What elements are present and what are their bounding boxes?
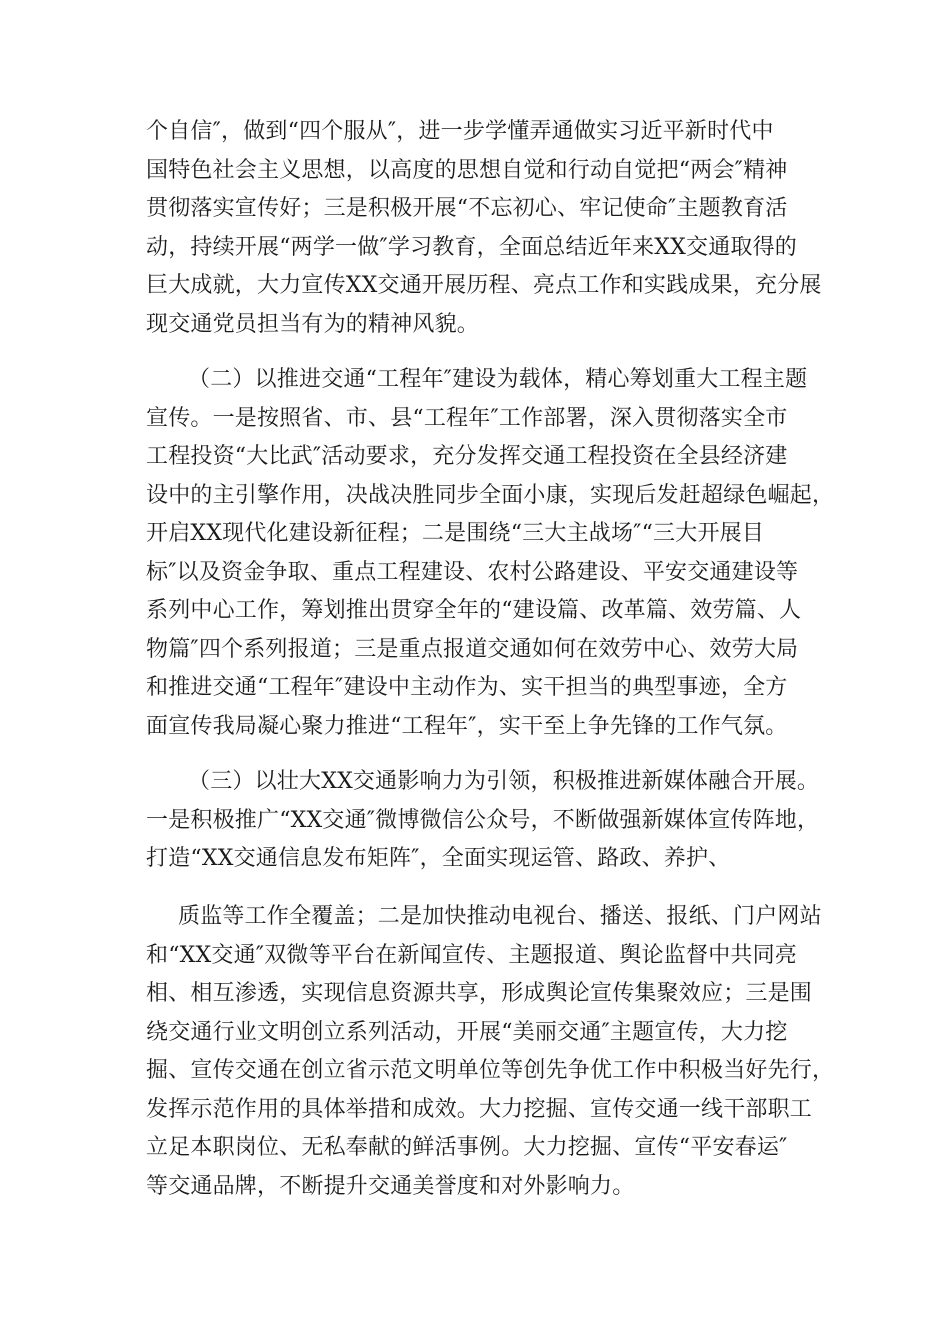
text-line: 相、相互渗透，实现信息资源共享，形成舆论宣传集聚效应；三是围 xyxy=(146,981,813,1006)
text-line: 现交通党员担当有为的精神风貌。 xyxy=(146,312,480,337)
text-line: 立足本职岗位、无私奉献的鲜活事例。大力挖掘、宣传“平安春运″ xyxy=(146,1135,788,1160)
text-line: 标″以及资金争取、重点工程建设、农村公路建设、平安交通建设等 xyxy=(146,560,799,585)
text-line: 物篇″四个系列报道；三是重点报道交通如何在效劳中心、效劳大局 xyxy=(146,637,799,662)
text-line: 一是积极推广“XX交通″微博微信公众号，不断做强新媒体宣传阵地， xyxy=(146,808,820,833)
text-line: 巨大成就，大力宣传XX交通开展历程、亮点工作和实践成果，充分展 xyxy=(146,273,822,298)
section-heading-2: （二）以推进交通“工程年″建设为载体，精心筹划重大工程主题 xyxy=(188,367,808,392)
text-line: 面宣传我局凝心聚力推进“工程年″，实干至上争先锋的工作气氛。 xyxy=(146,714,788,739)
text-line: 打造“XX交通信息发布矩阵″，全面实现运管、路政、养护、 xyxy=(146,846,731,871)
text-line: 动，持续开展“两学一做″学习教育，全面总结近年来XX交通取得的 xyxy=(146,235,797,260)
text-line: 和推进交通“工程年″建设中主动作为、实干担当的典型事迹，全方 xyxy=(146,675,788,700)
text-line: 等交通品牌，不断提升交通美誉度和对外影响力。 xyxy=(146,1174,635,1199)
text-line: 系列中心工作，筹划推出贯穿全年的“建设篇、改革篇、效劳篇、人 xyxy=(146,598,802,623)
text-line: 工程投资“大比武″活动要求，充分发挥交通工程投资在全县经济建 xyxy=(146,444,788,469)
text-line: 贯彻落实宣传好；三是积极开展“不忘初心、牢记使命″主题教育活 xyxy=(146,196,788,221)
text-line: 绕交通行业文明创立系列活动，开展“美丽交通″主题宣传，大力挖 xyxy=(146,1020,788,1045)
text-line: 设中的主引擎作用，决战决胜同步全面小康，实现后发赶超绿色崛起， xyxy=(146,483,835,508)
text-line: 国特色社会主义思想，以高度的思想自觉和行动自觉把“两会″精神 xyxy=(146,158,788,183)
text-line: 开启XX现代化建设新征程；二是围绕“三大主战场″“三大开展目 xyxy=(146,521,765,546)
text-line: 和“XX交通″双微等平台在新闻宣传、主题报道、舆论监督中共同亮 xyxy=(146,943,797,968)
section-heading-3: （三）以壮大XX交通影响力为引领，积极推进新媒体融合开展。 xyxy=(188,769,820,794)
text-line: 掘、宣传交通在创立省示范文明单位等创先争优工作中积极当好先行， xyxy=(146,1058,835,1083)
text-line: 发挥示范作用的具体举措和成效。大力挖掘、宣传交通一线干部职工 xyxy=(146,1097,813,1122)
text-line: 质监等工作全覆盖；二是加快推动电视台、播送、报纸、门户网站 xyxy=(178,904,822,929)
text-line: 个自信″，做到“四个服从″，进一步学懂弄通做实习近平新时代中 xyxy=(146,119,774,144)
text-line: 宣传。一是按照省、市、县“工程年″工作部署，深入贯彻落实全市 xyxy=(146,406,788,431)
